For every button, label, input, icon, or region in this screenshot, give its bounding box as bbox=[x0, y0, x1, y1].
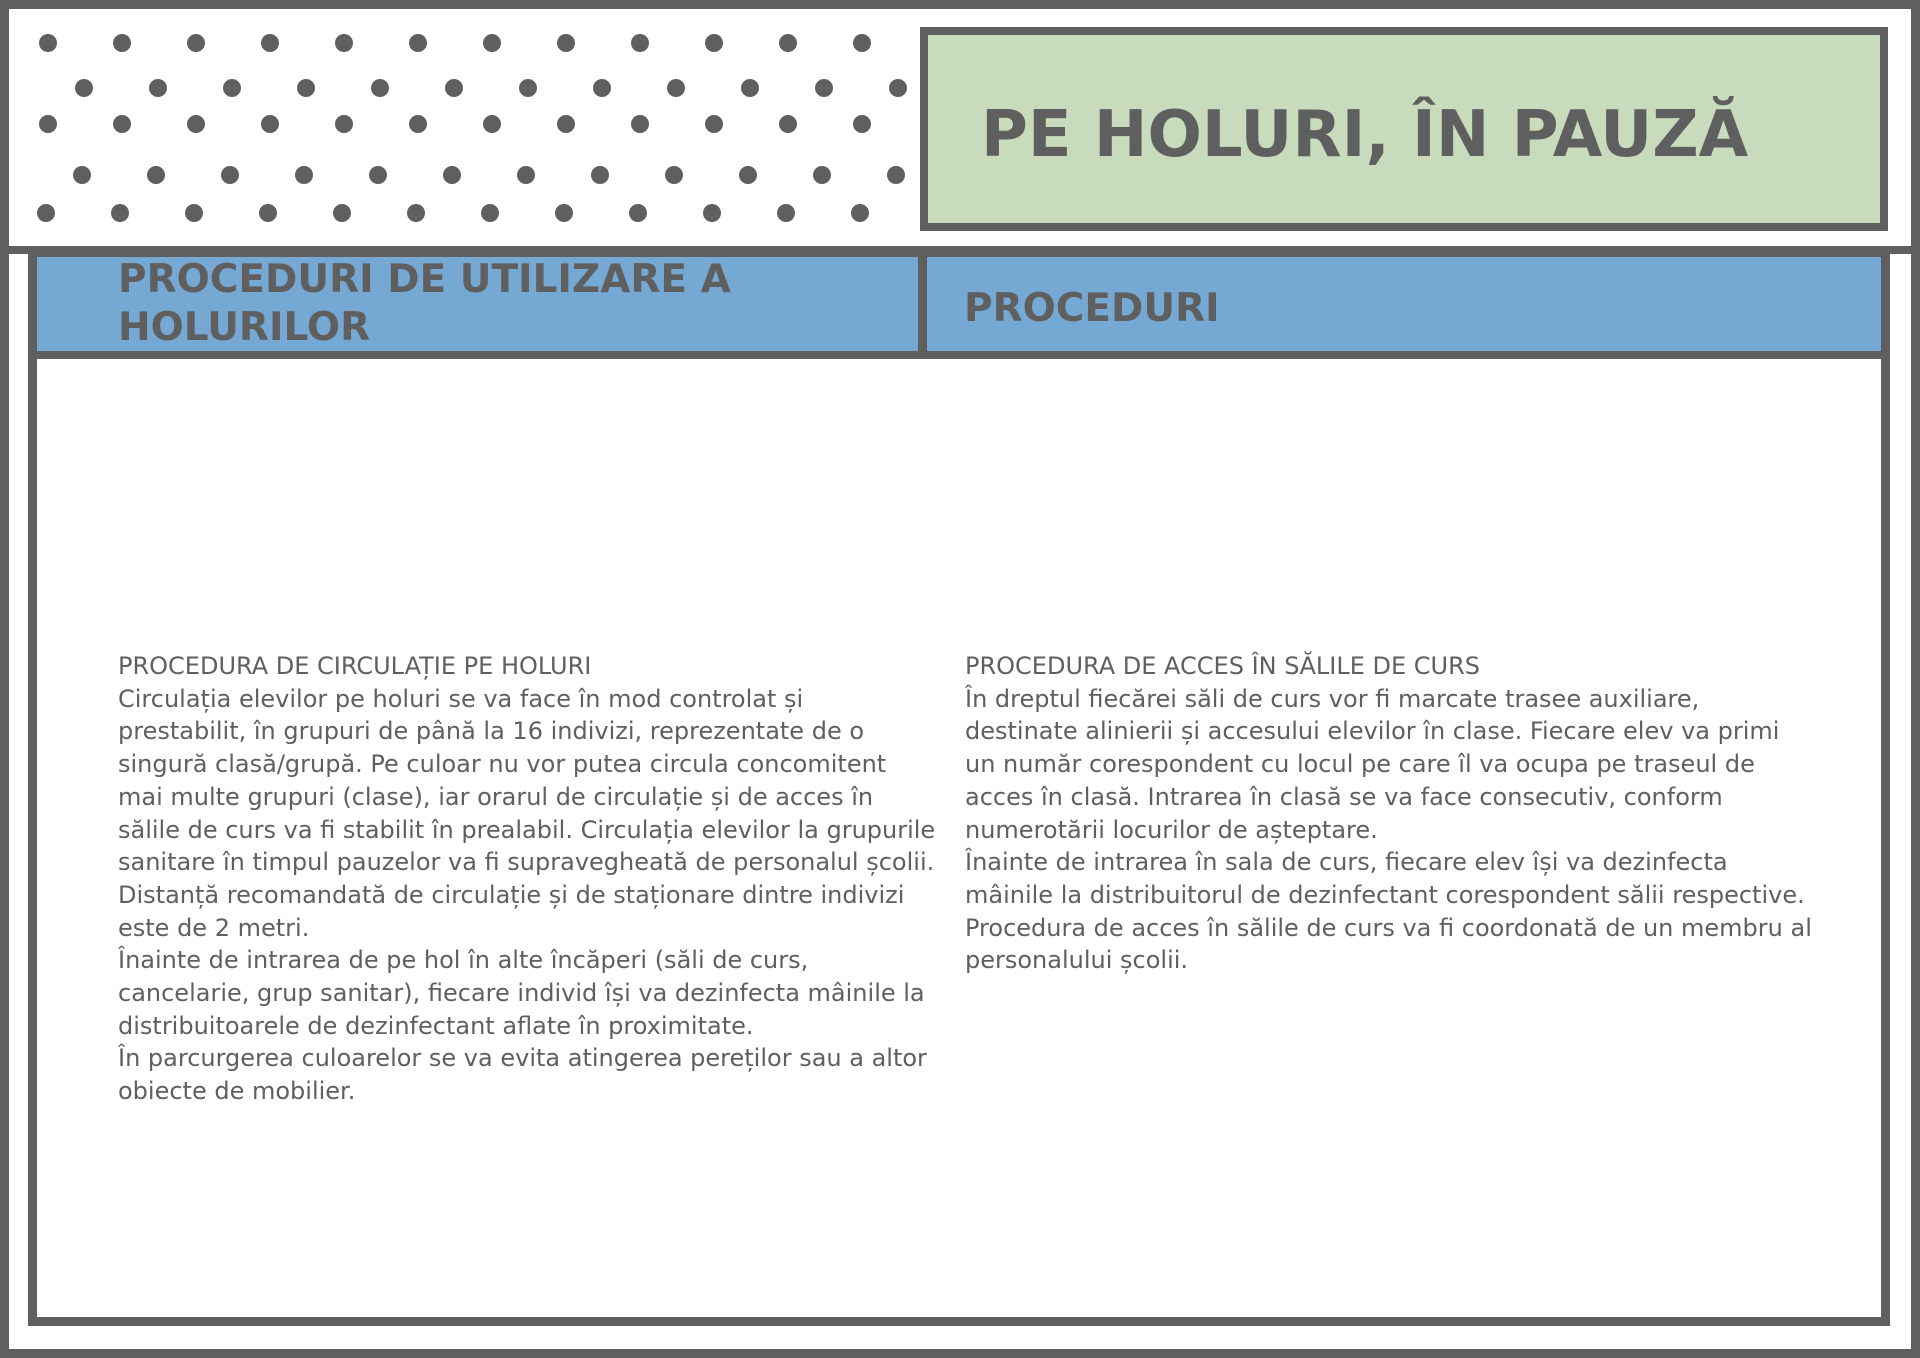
decorative-dot bbox=[371, 79, 389, 97]
decorative-dot bbox=[113, 34, 131, 52]
decorative-dot bbox=[853, 34, 871, 52]
decorative-dot bbox=[187, 115, 205, 133]
decorative-dot bbox=[815, 79, 833, 97]
decorative-dot bbox=[223, 79, 241, 97]
decorative-dot bbox=[739, 166, 757, 184]
column-header-underline bbox=[37, 351, 1881, 359]
decorative-dot bbox=[295, 166, 313, 184]
decorative-dot bbox=[705, 115, 723, 133]
left-paragraph: Înainte de intrarea de pe hol în alte încăperi (săli de curs, cancelarie, grup sanitar), fiecare individ își va dezinfecta mâinile la distribuitoarele de dezinfectant aflate în proximitate. bbox=[118, 946, 925, 1040]
decorative-dot bbox=[39, 115, 57, 133]
decorative-dot bbox=[631, 34, 649, 52]
decorative-dot bbox=[75, 79, 93, 97]
decorative-dot bbox=[369, 166, 387, 184]
decorative-dot bbox=[259, 204, 277, 222]
decorative-dot bbox=[703, 204, 721, 222]
decorative-dot bbox=[113, 115, 131, 133]
decorative-dot bbox=[813, 166, 831, 184]
decorative-dot bbox=[409, 34, 427, 52]
title-banner bbox=[920, 27, 1888, 231]
decorative-dot bbox=[517, 166, 535, 184]
decorative-dot-pattern bbox=[20, 20, 920, 240]
left-paragraph: În parcurgerea culoarelor se va evita atingerea pereților sau a altor obiecte de mobilier. bbox=[118, 1044, 927, 1106]
right-paragraph: Înainte de intrarea în sala de curs, fiecare elev își va dezinfecta mâinile la distribuitorul de dezinfectant corespondent sălii respective. bbox=[965, 848, 1805, 909]
decorative-dot bbox=[443, 166, 461, 184]
decorative-dot bbox=[147, 166, 165, 184]
decorative-dot bbox=[887, 166, 905, 184]
decorative-dot bbox=[39, 34, 57, 52]
decorative-dot bbox=[187, 34, 205, 52]
decorative-dot bbox=[741, 79, 759, 97]
decorative-dot bbox=[73, 166, 91, 184]
left-column-heading: PROCEDURI DE UTILIZARE A HOLURILOR bbox=[118, 257, 731, 350]
decorative-dot bbox=[335, 34, 353, 52]
decorative-dot bbox=[261, 115, 279, 133]
decorative-dot bbox=[851, 204, 869, 222]
decorative-dot bbox=[297, 79, 315, 97]
right-column-heading: PROCEDURI bbox=[964, 286, 1220, 331]
decorative-dot bbox=[779, 34, 797, 52]
right-column-body bbox=[965, 650, 1815, 977]
decorative-dot bbox=[889, 79, 907, 97]
left-paragraph: Circulația elevilor pe holuri se va face în mod controlat și prestabilit, în grupuri de până la 16 indivizi, reprezentate de o singură clasă/grupă. Pe culoar nu vor putea circula concomitent mai multe grupuri (clase), iar orarul de circulație și de acces în sălile de curs va fi stabilit în prealabil. Circulația elevilor la grupurile sanitare în timpul pauzelor va fi supravegheată de personalul școlii. bbox=[118, 684, 936, 877]
decorative-dot bbox=[519, 79, 537, 97]
decorative-dot bbox=[629, 204, 647, 222]
column-header-divider bbox=[918, 257, 927, 353]
page-title: PE HOLURI, ÎN PAUZĂ bbox=[981, 98, 1749, 172]
decorative-dot bbox=[111, 204, 129, 222]
decorative-dot bbox=[445, 79, 463, 97]
decorative-dot bbox=[665, 166, 683, 184]
decorative-dot bbox=[221, 166, 239, 184]
right-paragraph: Procedura de acces în sălile de curs va fi coordonată de un membru al personalului școlii. bbox=[965, 913, 1812, 975]
decorative-dot bbox=[705, 34, 723, 52]
decorative-dot bbox=[631, 115, 649, 133]
decorative-dot bbox=[557, 115, 575, 133]
decorative-dot bbox=[777, 204, 795, 222]
decorative-dot bbox=[37, 204, 55, 222]
decorative-dot bbox=[557, 34, 575, 52]
decorative-dot bbox=[555, 204, 573, 222]
left-paragraph: Distanță recomandată de circulație și de staționare dintre indivizi este de 2 metri. bbox=[118, 880, 905, 942]
decorative-dot bbox=[593, 79, 611, 97]
decorative-dot bbox=[483, 34, 501, 52]
decorative-dot bbox=[409, 115, 427, 133]
right-procedure-title: PROCEDURA DE ACCES ÎN SĂLILE DE CURS bbox=[965, 652, 1481, 680]
decorative-dot bbox=[591, 166, 609, 184]
decorative-dot bbox=[481, 204, 499, 222]
decorative-dot bbox=[185, 204, 203, 222]
decorative-dot bbox=[483, 115, 501, 133]
decorative-dot bbox=[407, 204, 425, 222]
decorative-dot bbox=[667, 79, 685, 97]
right-paragraph: În dreptul fiecărei săli de curs vor fi marcate trasee auxiliare, destinate alinierii și accesului elevilor în clase. Fiecare elev va primi un număr corespondent cu locul pe care îl va ocupa pe traseul de acces în clasă. Intrarea în clasă se va face consecutiv, conform numerotării locurilor de așteptare. bbox=[965, 684, 1780, 844]
decorative-dot bbox=[335, 115, 353, 133]
decorative-dot bbox=[149, 79, 167, 97]
decorative-dot bbox=[853, 115, 871, 133]
left-procedure-title: PROCEDURA DE CIRCULAȚIE PE HOLURI bbox=[118, 652, 592, 680]
decorative-dot bbox=[333, 204, 351, 222]
decorative-dot bbox=[261, 34, 279, 52]
decorative-dot bbox=[779, 115, 797, 133]
left-column-body bbox=[118, 650, 938, 1108]
